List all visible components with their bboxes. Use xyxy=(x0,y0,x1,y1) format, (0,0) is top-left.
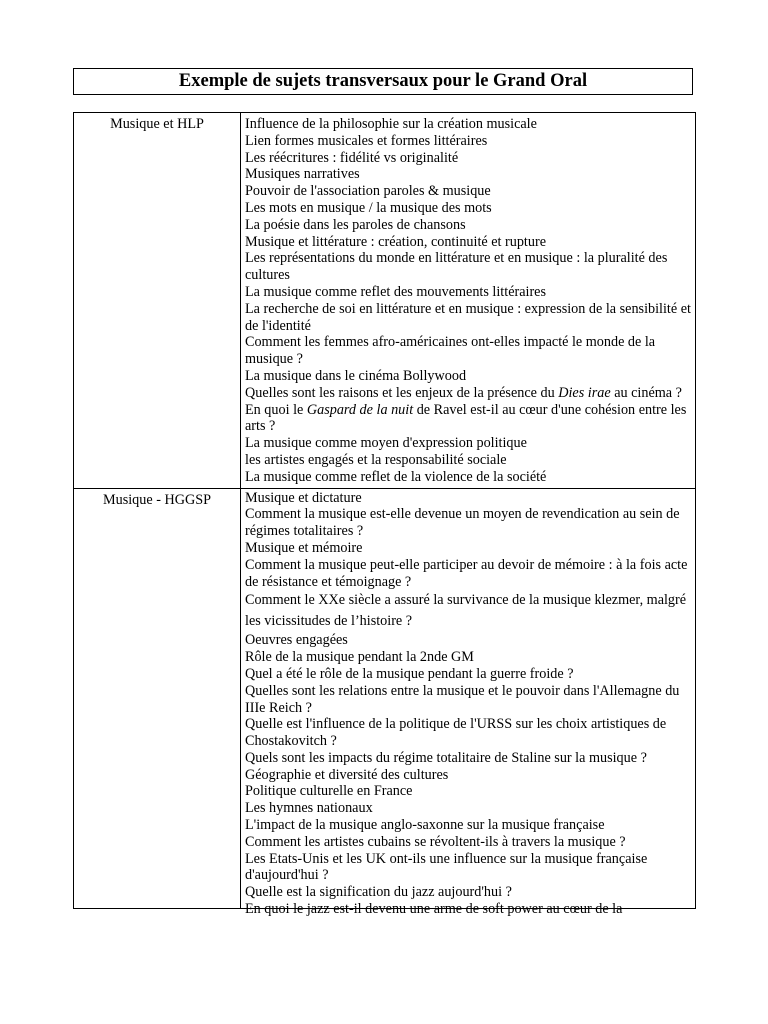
list-item: La musique dans le cinéma Bollywood xyxy=(245,367,467,384)
list-item: Musiques narratives xyxy=(245,166,360,183)
list-item: Pouvoir de l'association paroles & musique xyxy=(245,183,491,200)
list-item: Les hymnes nationaux xyxy=(245,800,373,817)
work-title: Dies irae xyxy=(558,384,611,401)
list-item: Les mots en musique / la musique des mots xyxy=(245,199,492,216)
list-item: En quoi le jazz est-il devenu une arme de soft power au cœur de la xyxy=(245,901,623,918)
list-item: La musique comme reflet des mouvements littéraires xyxy=(245,283,546,300)
work-title: Gaspard de la nuit xyxy=(306,401,414,418)
list-item-text: de Ravel est-il au cœur d'une cohésion entre les arts ? xyxy=(245,401,687,435)
list-item: Quels sont les impacts du régime totalitaire de Staline sur la musique ? xyxy=(245,749,647,766)
list-item: La musique comme moyen d'expression politique xyxy=(245,435,527,452)
list-item-text: En quoi le xyxy=(245,401,307,418)
subjects-table xyxy=(73,112,696,918)
list-item: Lien formes musicales et formes littéraires xyxy=(245,132,488,149)
list-item: Les réécritures : fidélité vs originalité xyxy=(245,149,459,166)
list-item: Comment les artistes cubains se révoltent-ils à travers la musique ? xyxy=(245,833,626,850)
list-item: Politique culturelle en France xyxy=(245,783,413,800)
list-item: Musique et mémoire xyxy=(245,539,363,556)
list-item: Quelle est l'influence de la politique de l'URSS sur les choix artistiques de Chostakovitch ? xyxy=(245,716,667,750)
table-row xyxy=(74,113,696,489)
list-item xyxy=(245,402,695,436)
list-item-text: Quelles sont les raisons et les enjeux de la présence du xyxy=(245,384,559,401)
list-item: La musique comme reflet de la violence de la société xyxy=(245,468,547,485)
list-item: Quelles sont les relations entre la musique et le pouvoir dans l'Allemagne du IIIe Reich ? xyxy=(245,682,680,716)
list-item: Quelle est la signification du jazz aujourd'hui ? xyxy=(245,884,512,901)
topics-cell xyxy=(241,113,696,489)
list-item xyxy=(245,385,695,402)
list-item: Géographie et diversité des cultures xyxy=(245,766,449,783)
list-item: Quel a été le rôle de la musique pendant la guerre froide ? xyxy=(245,665,574,682)
page-title: Exemple de sujets transversaux pour le Grand Oral xyxy=(73,68,693,95)
table-row xyxy=(74,488,696,908)
list-item: Les Etats-Unis et les UK ont-ils une influence sur la musique française d'aujourd'hui ? xyxy=(245,850,648,884)
list-item: les artistes engagés et la responsabilité sociale xyxy=(245,451,507,468)
subject-cell: Musique et HLP xyxy=(74,113,241,489)
list-item: Influence de la philosophie sur la création musicale xyxy=(245,116,537,132)
list-item: Oeuvres engagées xyxy=(245,632,348,649)
list-item: Comment le XXe siècle a assuré la survivance de la musique klezmer, malgré les vicissitudes de l’histoire ? xyxy=(245,592,687,630)
list-item: Musique et dictature xyxy=(245,489,362,506)
list-item: Musique et littérature : création, continuité et rupture xyxy=(245,233,546,250)
list-item: La recherche de soi en littérature et en musique : expression de la sensibilité et de l'identité xyxy=(245,300,691,334)
subject-cell: Musique - HGGSP xyxy=(74,488,241,908)
list-item: Rôle de la musique pendant la 2nde GM xyxy=(245,649,474,666)
list-item: Comment les femmes afro-américaines ont-elles impacté le monde de la musique ? xyxy=(245,334,656,368)
list-item: La poésie dans les paroles de chansons xyxy=(245,216,466,233)
topics-cell xyxy=(241,488,696,918)
list-item: Comment la musique peut-elle participer au devoir de mémoire : à la fois acte de résistance et témoignage ? xyxy=(245,556,688,590)
list-item: Les représentations du monde en littérature et en musique : la pluralité des cultures xyxy=(245,250,668,284)
list-item: Comment la musique est-elle devenue un moyen de revendication au sein de régimes totalitaires ? xyxy=(245,506,680,540)
topics-clip xyxy=(245,489,695,918)
list-item-text: au cinéma ? xyxy=(610,384,682,401)
list-item: L'impact de la musique anglo-saxonne sur la musique française xyxy=(245,817,605,834)
